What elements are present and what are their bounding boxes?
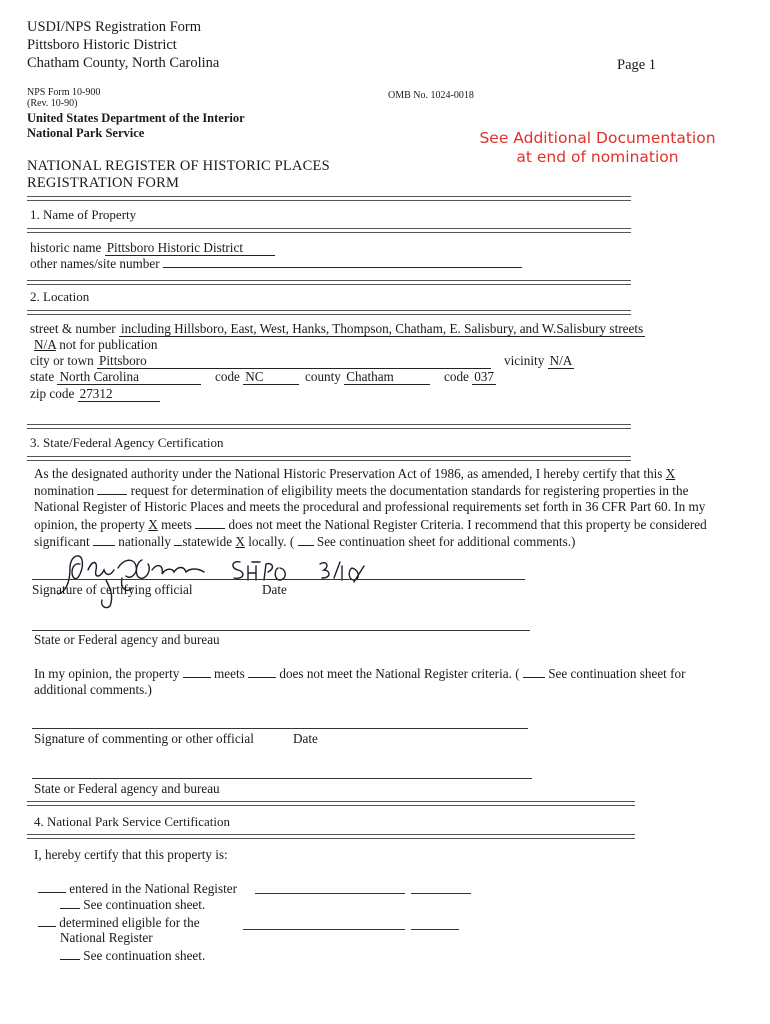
eligible-label-2: National Register [60, 930, 153, 945]
notice-line-1: See Additional Documentation [479, 129, 716, 147]
state-value[interactable]: North Carolina [57, 370, 201, 385]
divider [27, 310, 631, 315]
certification-paragraph [34, 466, 724, 550]
zip-row [30, 386, 160, 402]
cert-text-c: request for determination of eligibility meets the documentation standards for registering properties in the National Register of Historic Places and meets the procedural and professional requirements set forth in 36 CFR Part 60. In my opinion, the property [34, 483, 706, 532]
cert-text-f: nationally [118, 533, 172, 549]
date-label: Date [262, 582, 287, 597]
county-code-label: code [444, 369, 469, 384]
agency-2-label: State or Federal agency and bureau [34, 781, 220, 796]
commenting-date-label: Date [293, 731, 318, 746]
entered-continuation-row [60, 896, 205, 913]
zip-value[interactable]: 27312 [78, 387, 160, 402]
cert-text-e: does not meet the National Register Criteria. I recommend that this property be considered significant [34, 516, 707, 549]
state-code-value[interactable]: NC [243, 370, 299, 385]
entered-continuation-label: See continuation sheet. [83, 897, 206, 912]
not-for-publication-value[interactable]: N/A [34, 337, 56, 352]
agency-2-line [32, 778, 532, 779]
continuation-blank[interactable] [298, 533, 314, 546]
opinion-text-d: See continuation sheet for additional comments.) [34, 666, 686, 698]
request-check-blank[interactable] [97, 482, 127, 495]
historic-name-row [30, 240, 275, 256]
state-row [30, 369, 201, 385]
does-not-meet-blank[interactable] [195, 516, 225, 529]
header-district: Pittsboro Historic District [27, 37, 177, 53]
cert-text-h: locally. ( [248, 533, 295, 549]
additional-documentation-notice [470, 129, 725, 167]
cert-text-d: meets [161, 516, 192, 532]
vicinity-label: vicinity [504, 353, 545, 368]
entered-blank[interactable] [38, 880, 66, 893]
nomination-check-mark[interactable]: X [665, 466, 676, 481]
commenting-signature-line [32, 728, 528, 729]
city-value[interactable]: Pittsboro [97, 354, 491, 369]
zip-label: zip code [30, 386, 75, 401]
meets-check-mark[interactable]: X [148, 516, 158, 532]
form-subtitle: REGISTRATION FORM [27, 175, 180, 191]
service-name: National Park Service [27, 126, 145, 140]
cert-text-a: As the designated authority under the National Historic Preservation Act of 1986, as amended, I hereby certify that this [34, 466, 663, 481]
signature-label: Signature of certifying official [32, 582, 193, 597]
header-county: Chatham County, North Carolina [27, 55, 220, 71]
opinion-text-c: does not meet the National Register criteria. ( [279, 666, 520, 681]
nationally-blank[interactable] [93, 533, 115, 546]
street-label: street & number [30, 321, 116, 336]
county-code-row [444, 369, 496, 385]
other-names-value[interactable] [163, 267, 522, 268]
form-revision: (Rev. 10-90) [27, 98, 78, 109]
vicinity-value[interactable]: N/A [549, 353, 573, 368]
divider [27, 834, 635, 839]
historic-name-value[interactable]: Pittsboro Historic District [105, 241, 275, 256]
other-names-row [30, 256, 522, 272]
state-code-label: code [215, 369, 240, 384]
page-number: Page 1 [617, 57, 657, 73]
historic-name-label: historic name [30, 240, 102, 255]
section-2-heading: 2. Location [30, 289, 90, 304]
commenting-signature-label: Signature of commenting or other official [34, 731, 254, 746]
county-row [305, 369, 430, 385]
nps-intro: I, hereby certify that this property is: [34, 847, 228, 862]
section-3-heading: 3. State/Federal Agency Certification [30, 435, 224, 450]
entered-label: entered in the National Register [69, 881, 238, 896]
divider [27, 801, 635, 806]
cert-text-i: See continuation sheet for additional comments.) [316, 533, 576, 549]
eligible-label: determined eligible for the [59, 915, 200, 930]
cert-text-b: nomination [34, 483, 95, 499]
divider [27, 424, 631, 429]
county-label: county [305, 369, 341, 384]
eligible-continuation-label: See continuation sheet. [83, 948, 206, 963]
divider [27, 196, 631, 201]
notice-line-2: at end of nomination [516, 148, 679, 166]
opinion-meets-blank[interactable] [183, 665, 211, 678]
signature-line [32, 579, 525, 580]
department-name: United States Department of the Interior [27, 111, 245, 125]
opinion-does-not-meet-blank[interactable] [248, 665, 276, 678]
section-1-heading: 1. Name of Property [30, 207, 137, 222]
opinion-text-a: In my opinion, the property [34, 666, 180, 681]
city-row [30, 353, 491, 369]
county-value[interactable]: Chatham [344, 370, 430, 385]
state-code-row [215, 369, 299, 385]
header-form-name: USDI/NPS Registration Form [27, 19, 202, 35]
entered-row [38, 880, 237, 897]
eligible-blank[interactable] [38, 914, 56, 927]
entered-date-line [411, 893, 471, 894]
entered-signature-line [255, 893, 405, 894]
opinion-text-b: meets [214, 666, 245, 681]
other-names-label: other names/site number [30, 256, 160, 271]
agency-line [32, 630, 530, 631]
section-4-heading: 4. National Park Service Certification [34, 814, 231, 829]
eligible-continuation-blank[interactable] [60, 947, 80, 960]
locally-check-mark[interactable]: X [235, 533, 245, 549]
vicinity-row [504, 353, 574, 369]
state-label: state [30, 369, 55, 384]
agency-label: State or Federal agency and bureau [34, 632, 220, 647]
omb-number: OMB No. 1024-0018 [388, 90, 474, 101]
eligible-row [38, 914, 200, 931]
city-label: city or town [30, 353, 94, 368]
eligible-continuation-row [60, 947, 205, 964]
form-title: NATIONAL REGISTER OF HISTORIC PLACES [27, 158, 330, 174]
divider [27, 456, 631, 461]
street-row [30, 321, 645, 337]
not-for-publication-label: not for publication [59, 337, 158, 352]
entered-continuation-blank[interactable] [60, 896, 80, 909]
cert-text-g: statewide [182, 533, 233, 549]
street-value[interactable]: including Hillsboro, East, West, Hanks, Thompson, Chatham, E. Salisbury, and W.Salisbury streets [121, 321, 644, 336]
divider [27, 280, 631, 285]
divider [27, 228, 631, 233]
opinion-continuation-blank[interactable] [523, 665, 545, 678]
eligible-signature-line [243, 929, 405, 930]
opinion-paragraph [34, 665, 724, 698]
county-code-value[interactable]: 037 [472, 370, 496, 385]
eligible-date-line [411, 929, 459, 930]
not-for-publication-row [34, 337, 157, 353]
handwritten-signature [40, 548, 250, 612]
form-number: NPS Form 10-900 [27, 87, 101, 98]
